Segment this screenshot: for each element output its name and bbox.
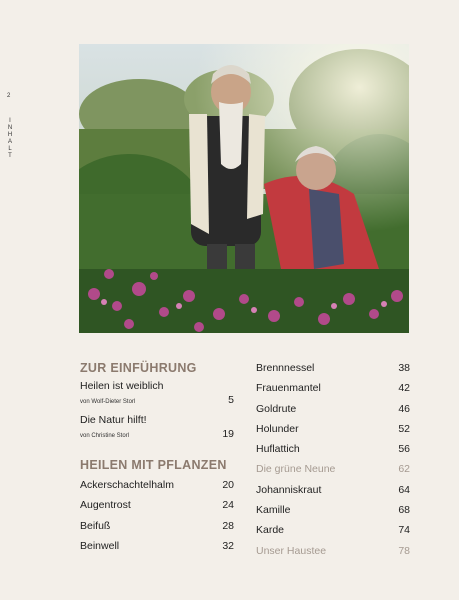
toc-entry-page: 74	[398, 524, 410, 537]
toc-entry-page: 78	[398, 544, 410, 557]
toc-entry-title: Frauenmantel	[256, 382, 321, 395]
toc-entry-page: 42	[398, 382, 410, 395]
toc-entry-author: von Christine Storl	[80, 433, 130, 439]
toc-entry[interactable]	[80, 475, 234, 495]
toc-entry-page: 46	[398, 402, 410, 415]
toc-entry-title: Beifuß	[80, 519, 111, 532]
section-heading-plants: HEILEN MIT PFLANZEN	[80, 458, 227, 472]
toc-entry[interactable]	[256, 500, 410, 520]
toc-entry[interactable]	[256, 480, 410, 500]
toc-entry-page: 68	[398, 504, 410, 517]
side-label-letter: N	[7, 125, 13, 131]
toc-entry-title: Ackerschachtelhalm	[80, 479, 174, 491]
toc-entry-title: Brennnessel	[256, 362, 315, 374]
toc-entry-page: 19	[222, 428, 234, 440]
toc-entry-page: 38	[398, 362, 410, 374]
toc-entry[interactable]	[80, 516, 234, 536]
toc-entry-title: Johanniskraut	[256, 483, 322, 496]
side-label-letter: L	[8, 146, 12, 152]
toc-entry-title: Kamille	[256, 504, 291, 517]
toc-entry-page: 20	[222, 479, 234, 491]
toc-entry[interactable]	[80, 495, 234, 515]
toc-entry[interactable]	[80, 412, 234, 441]
toc-entry[interactable]	[256, 378, 410, 398]
toc-entry-title: Beinwell	[80, 539, 120, 552]
toc-entry[interactable]	[256, 459, 410, 479]
toc-entry-page: 28	[222, 519, 234, 532]
toc-entry[interactable]	[256, 358, 410, 378]
toc-entry-page: 24	[222, 499, 234, 512]
toc-entry[interactable]	[256, 399, 410, 419]
toc-entry-title: Die grüne Neune	[256, 463, 336, 476]
garden-photo-illustration	[79, 44, 409, 333]
toc-entry[interactable]	[256, 439, 410, 459]
toc-entry-page: 52	[398, 422, 410, 435]
side-label-letter: H	[7, 132, 13, 138]
toc-entry[interactable]	[80, 378, 234, 407]
toc-entry-title: Karde	[256, 524, 285, 537]
toc-entry-title: Augentrost	[80, 499, 131, 512]
toc-entry-page: 32	[222, 539, 234, 552]
toc-entry-page: 62	[398, 463, 410, 476]
toc-entry-title: Heilen ist weiblich	[80, 380, 164, 392]
toc-entry-page: 64	[398, 483, 410, 496]
toc-plant-list-right	[256, 358, 410, 561]
toc-entry-title: Die Natur hilft!	[80, 414, 147, 426]
side-label-letter: A	[7, 139, 12, 145]
toc-left-column	[80, 358, 234, 556]
toc-entry-author: von Wolf-Dieter Storl	[80, 399, 136, 405]
toc-entry-title: Huflattich	[256, 443, 300, 456]
section-side-label	[7, 118, 13, 160]
toc-entry-title: Unser Haustee	[256, 544, 327, 557]
cover-photo	[79, 44, 409, 333]
toc-entry[interactable]	[256, 520, 410, 540]
page-number: 2	[7, 93, 11, 99]
section-heading-intro: ZUR EINFÜHRUNG	[80, 361, 197, 375]
toc-entry[interactable]	[80, 536, 234, 556]
side-label-letter: I	[9, 118, 11, 124]
side-label-letter: T	[8, 153, 12, 159]
toc-entry[interactable]	[256, 419, 410, 439]
toc-entry-page: 56	[398, 443, 410, 456]
toc-entry[interactable]	[256, 541, 410, 561]
toc-entry-title: Holunder	[256, 422, 299, 435]
toc-right-column	[256, 358, 410, 561]
toc-plant-list-left	[80, 475, 234, 556]
toc-entry-page: 5	[228, 394, 234, 406]
toc-entry-title: Goldrute	[256, 402, 297, 415]
